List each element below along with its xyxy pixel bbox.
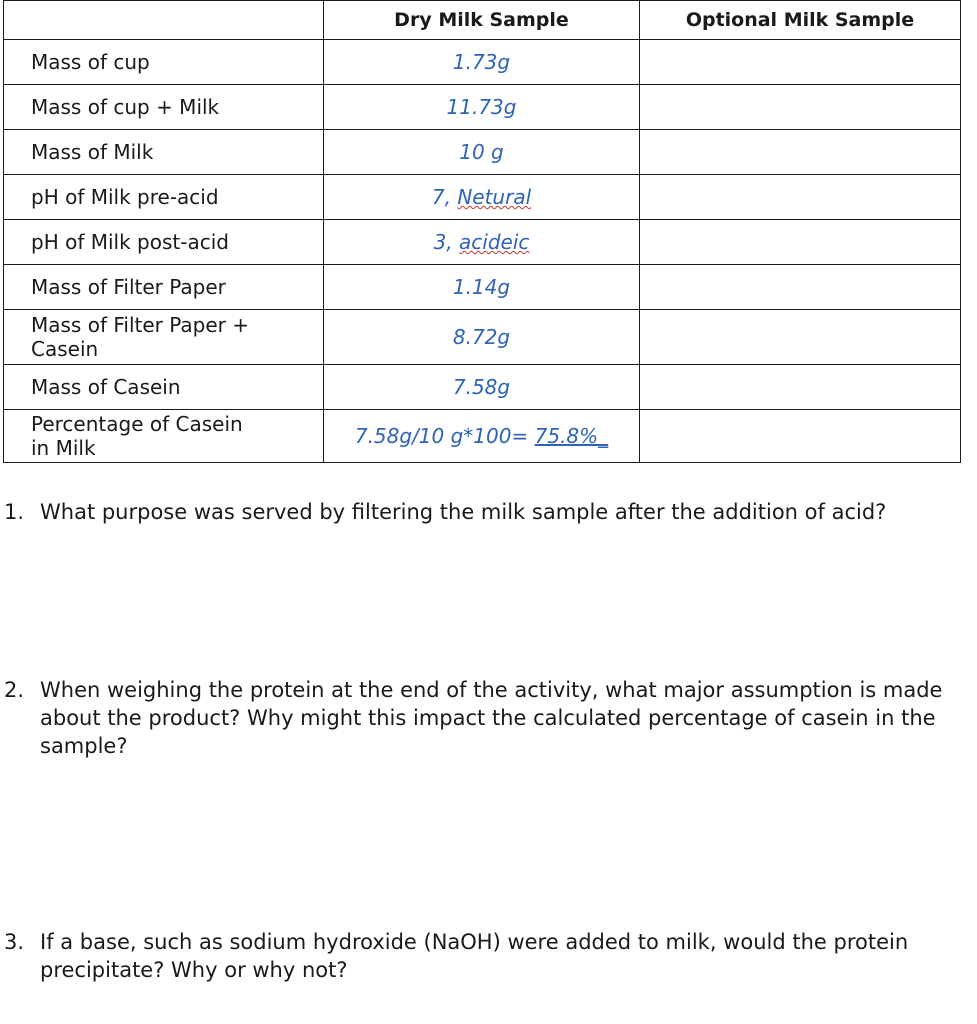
table-row xyxy=(4,310,961,365)
optional-value xyxy=(640,410,961,463)
table-row xyxy=(4,85,961,130)
dry-value: 11.73g xyxy=(324,85,640,130)
row-label: Mass of Filter Paper xyxy=(4,265,324,310)
header-dry-milk: Dry Milk Sample xyxy=(324,1,640,40)
optional-value xyxy=(640,220,961,265)
optional-value xyxy=(640,310,961,365)
casein-formula: 7.58g/10 g*100= xyxy=(354,424,535,448)
table-row xyxy=(4,130,961,175)
ph-number: 3, xyxy=(433,230,460,254)
row-label-line1: Percentage of Casein xyxy=(31,412,243,436)
ph-number: 7, xyxy=(431,185,458,209)
dry-value: 1.73g xyxy=(324,40,640,85)
table-header-row xyxy=(4,1,961,40)
header-blank xyxy=(4,1,324,40)
table-row xyxy=(4,220,961,265)
optional-value xyxy=(640,365,961,410)
question-number: 1. xyxy=(4,500,25,524)
row-label-line1: Mass of Filter Paper + xyxy=(31,313,249,337)
row-label: pH of Milk pre-acid xyxy=(4,175,324,220)
optional-value xyxy=(640,85,961,130)
question-number: 3. xyxy=(4,930,25,954)
table-row xyxy=(4,175,961,220)
optional-value xyxy=(640,265,961,310)
optional-value xyxy=(640,40,961,85)
dry-value: 10 g xyxy=(324,130,640,175)
dry-value xyxy=(324,410,640,463)
row-label: Mass of Milk xyxy=(4,130,324,175)
header-optional-milk: Optional Milk Sample xyxy=(640,1,961,40)
question-text: What purpose was served by filtering the milk sample after the addition of acid? xyxy=(40,500,887,524)
dry-value: 8.72g xyxy=(324,310,640,365)
row-label: Mass of cup + Milk xyxy=(4,85,324,130)
table-row xyxy=(4,410,961,463)
row-label-line2: Casein xyxy=(31,337,99,361)
question-text: When weighing the protein at the end of the activity, what major assumption is made about the product? Why might this impact the calculated percentage of casein in the sample? xyxy=(40,678,943,758)
table-row xyxy=(4,365,961,410)
row-label xyxy=(4,310,324,365)
dry-value xyxy=(324,220,640,265)
row-label: Mass of Casein xyxy=(4,365,324,410)
table-row xyxy=(4,265,961,310)
optional-value xyxy=(640,175,961,220)
ph-word: acideic xyxy=(459,230,530,254)
dry-value xyxy=(324,175,640,220)
question-3 xyxy=(4,928,964,984)
row-label: pH of Milk post-acid xyxy=(4,220,324,265)
question-text: If a base, such as sodium hydroxide (NaOH) were added to milk, would the protein precipitate? Why or why not? xyxy=(40,930,909,982)
row-label xyxy=(4,410,324,463)
ph-word: Netural xyxy=(457,185,532,209)
question-1 xyxy=(4,498,964,526)
row-label-line2: in Milk xyxy=(31,436,96,460)
optional-value xyxy=(640,130,961,175)
casein-result: 75.8%_ xyxy=(534,424,609,448)
question-2 xyxy=(4,676,964,760)
question-number: 2. xyxy=(4,678,25,702)
table-row xyxy=(4,40,961,85)
row-label: Mass of cup xyxy=(4,40,324,85)
dry-value: 7.58g xyxy=(324,365,640,410)
dry-value: 1.14g xyxy=(324,265,640,310)
casein-data-table xyxy=(3,0,961,463)
